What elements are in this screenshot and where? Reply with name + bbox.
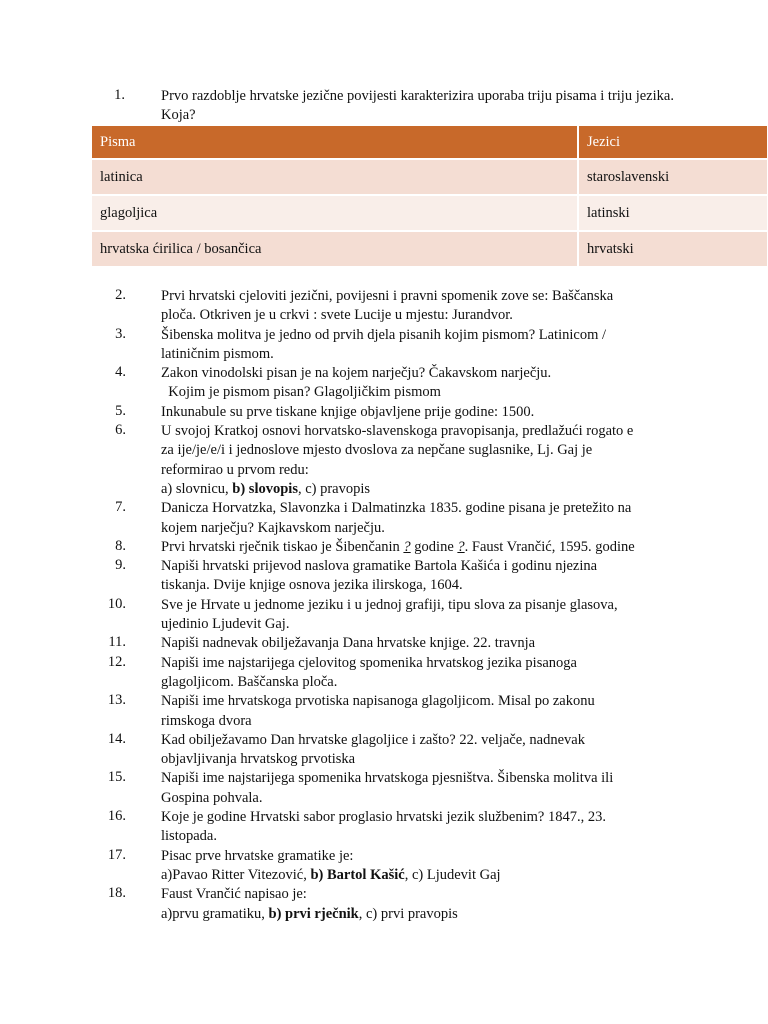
question-number: 14.	[107, 730, 126, 747]
list-item	[0, 692, 768, 731]
header-pisma: Pisma	[92, 126, 578, 159]
text-line: tiskanja. Dvije knjige osnova jezika ilirskoga, 1604.	[161, 577, 463, 594]
text-segment: godine	[410, 538, 458, 555]
option-a: a)Pavao Ritter Vitezović,	[161, 866, 311, 883]
text-line: Napiši ime najstarijega cjelovitog spomenika hrvatskog jezika pisanoga	[161, 654, 577, 671]
question-text	[161, 422, 681, 499]
text-line: U svojoj Kratkoj osnovi horvatsko-slavenskoga pravopisanja, predlažući rogato e	[161, 423, 634, 440]
question-number: 2.	[115, 287, 126, 303]
question-number: 17.	[107, 846, 126, 863]
answer-options	[161, 866, 681, 885]
table-row	[92, 195, 768, 231]
text-line: Koje je godine Hrvatski sabor proglasio hrvatski jezik službenim? 1847., 23.	[161, 809, 606, 826]
question-number: 10.	[107, 595, 126, 612]
question-text	[161, 499, 681, 538]
text-line: Napiši ime najstarijega spomenika hrvatskoga pjesništva. Šibenska molitva ili	[161, 770, 614, 787]
option-a: a)prvu gramatiku,	[161, 905, 269, 922]
blank-placeholder: ?	[403, 538, 411, 555]
question-1-text: Prvo razdoblje hrvatske jezične povijesti karakterizira uporaba triju pisama i triju jezika. Koja?	[161, 88, 678, 123]
list-item	[0, 634, 768, 653]
table-cell-script: hrvatska ćirilica / bosančica	[92, 231, 578, 267]
question-number: 18.	[107, 885, 126, 902]
question-text	[161, 403, 681, 422]
list-item	[0, 731, 768, 770]
text-line: reformirao u prvom redu:	[161, 461, 309, 478]
question-text	[161, 808, 681, 847]
question-text	[161, 287, 681, 326]
text-line: kojem narječju? Kajkavskom narječju.	[161, 519, 385, 536]
text-segment: . Faust Vrančić, 1595. godine	[464, 538, 635, 555]
scripts-languages-table	[92, 126, 768, 268]
question-number: 8.	[115, 537, 126, 554]
question-number: 15.	[107, 769, 126, 786]
text-line: Kad obilježavamo Dan hrvatske glagoljice i zašto? 22. veljače, nadnevak	[161, 731, 585, 748]
text-line: rimskoga dvora	[161, 712, 252, 729]
table-cell-language: staroslavenski	[578, 159, 768, 195]
question-text	[161, 557, 681, 596]
option-c: , c) Ljudevit Gaj	[404, 866, 501, 883]
text-line: Kojim je pismom pisan? Glagoljičkim pismom	[161, 384, 441, 401]
question-number: 6.	[115, 422, 126, 439]
list-item	[0, 808, 768, 847]
question-text	[161, 596, 681, 635]
question-number: 16.	[107, 808, 126, 825]
text-line: Napiši nadnevak obilježavanja Dana hrvatske knjige. 22. travnja	[161, 635, 536, 652]
question-text	[161, 326, 681, 365]
answer-options	[161, 480, 681, 499]
option-b-correct: b) prvi rječnik	[268, 905, 359, 922]
question-number: 13.	[107, 692, 126, 709]
header-jezici: Jezici	[578, 126, 768, 159]
table-cell-language: latinski	[578, 195, 768, 231]
text-line: latiničnim pismom.	[161, 345, 274, 362]
question-number: 4.	[115, 364, 126, 381]
question-text	[161, 364, 681, 403]
list-item	[0, 654, 768, 693]
question-text	[161, 654, 681, 693]
text-line: glagoljicom. Baščanska ploča.	[161, 673, 338, 690]
text-segment: Prvi hrvatski rječnik tiskao je Šibenčanin	[161, 538, 404, 555]
list-item	[0, 287, 768, 326]
text-line: Sve je Hrvate u jednome jeziku i u jednoj grafiji, tipu slova za pisanje glasova,	[161, 596, 618, 613]
question-text	[161, 538, 681, 557]
list-item	[0, 769, 768, 808]
list-item	[0, 596, 768, 635]
question-text	[161, 885, 681, 924]
answer-options	[161, 905, 681, 924]
option-a: a) slovnicu,	[161, 480, 233, 497]
question-number: 12.	[107, 653, 126, 670]
text-line: Zakon vinodolski pisan je na kojem narječju? Čakavskom narječju.	[161, 365, 552, 382]
text-line: Inkunabule su prve tiskane knjige objavljene prije godine: 1500.	[161, 403, 535, 420]
question-1-number: 1.	[114, 87, 125, 103]
question-text	[161, 769, 681, 808]
text-line: Gospina pohvala.	[161, 789, 263, 806]
question-list	[0, 287, 768, 924]
text-line: listopada.	[161, 828, 217, 845]
question-text	[161, 692, 681, 731]
list-item	[0, 885, 768, 924]
table-row	[92, 159, 768, 195]
text-line	[161, 538, 681, 557]
text-line: Danicza Horvatzka, Slavonzka i Dalmatinzka 1835. godine pisana je pretežito na	[161, 500, 632, 517]
text-line: Šibenska molitva je jedno od prvih djela pisanih kojim pismom? Latinicom /	[161, 326, 607, 343]
list-item	[0, 422, 768, 499]
option-b-correct: b) slovopis	[232, 480, 298, 497]
list-item	[0, 538, 768, 557]
text-line: Prvi hrvatski cjeloviti jezični, povijesni i pravni spomenik zove se: Baščanska	[161, 288, 614, 304]
text-line: ujedinio Ljudevit Gaj.	[161, 616, 290, 633]
text-line: objavljivanja hrvatskog prvotiska	[161, 751, 356, 768]
text-line: ploča. Otkriven je u crkvi : svete Lucije u mjestu: Jurandvor.	[161, 307, 513, 324]
blank-placeholder: ?	[457, 538, 465, 555]
list-item	[0, 847, 768, 886]
option-b-correct: b) Bartol Kašić	[310, 866, 405, 883]
text-line: za ije/je/e/i i jednoslove mjesto dvoslova za nepčane suglasnike, Lj. Gaj je	[161, 442, 593, 459]
table-row	[92, 231, 768, 267]
table-cell-script: latinica	[92, 159, 578, 195]
question-number: 5.	[115, 402, 126, 419]
text-line: Napiši ime hrvatskoga prvotiska napisanoga glagoljicom. Misal po zakonu	[161, 693, 595, 710]
option-c: , c) prvi pravopis	[358, 905, 458, 922]
question-number: 9.	[115, 557, 126, 574]
list-item	[0, 326, 768, 365]
option-c: , c) pravopis	[297, 480, 371, 497]
question-number: 7.	[115, 499, 126, 516]
question-text	[161, 847, 681, 886]
question-number: 3.	[115, 325, 126, 342]
list-item	[0, 403, 768, 422]
text-line: Pisac prve hrvatske gramatike je:	[161, 847, 354, 864]
question-text	[161, 731, 681, 770]
text-line: Faust Vrančić napisao je:	[161, 886, 307, 903]
list-item	[0, 364, 768, 403]
question-number: 11.	[108, 634, 126, 651]
question-text	[161, 634, 681, 653]
text-line: Napiši hrvatski prijevod naslova gramatike Bartola Kašića i godinu njezina	[161, 558, 598, 575]
list-item	[0, 557, 768, 596]
table-header-row	[92, 126, 768, 159]
table-cell-language: hrvatski	[578, 231, 768, 267]
table-cell-script: glagoljica	[92, 195, 578, 231]
list-item	[0, 499, 768, 538]
